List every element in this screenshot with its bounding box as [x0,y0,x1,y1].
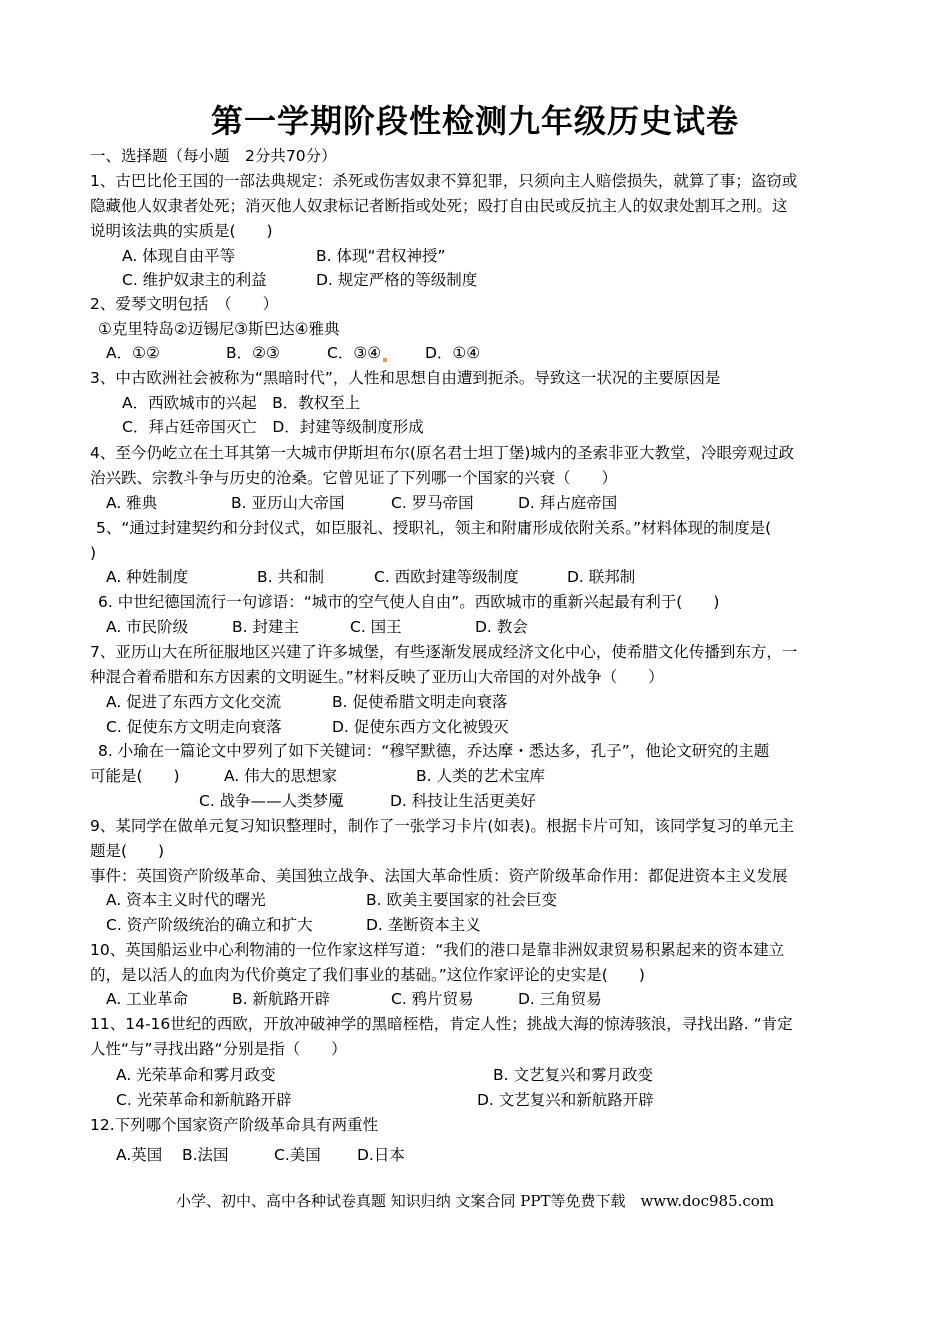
question-5-option-a: A. 种姓制度 [106,568,189,586]
question-9-line-1: 9、某同学在做单元复习知识整理时，制作了一张学习卡片(如表)。根据卡片可知，该同学复习的单元主 [90,817,794,835]
question-7-option-c: C. 促使东方文明走向衰落 [106,718,282,736]
question-9-option-a: A. 资本主义时代的曙光 [106,891,266,909]
question-9-option-b: B. 欧美主要国家的社会巨变 [366,891,557,909]
question-6-option-b: B. 封建主 [232,618,299,636]
question-6-option-d: D. 教会 [475,618,528,636]
question-1-line-3: 说明该法典的实质是( ) [90,222,273,240]
section-heading: 一、选择题（每小题 2分共70分） [90,147,337,165]
question-1-option-c: C. 维护奴隶主的利益 [122,271,267,289]
question-7-option-b: B. 促使希腊文明走向衰落 [332,693,508,711]
question-8-line-1: 8. 小瑜在一篇论文中罗列了如下关键词：“穆罕默德，乔达摩・悉达多，孔子”，他论文研究的主题 [98,742,770,760]
question-12-line-1: 12.下列哪个国家资产阶级革命具有两重性 [90,1116,379,1134]
question-9-line-2: 题是( ) [90,842,165,860]
footer-text: 小学、初中、高中各种试卷真题 知识归纳 文案合同 PPT等免费下载 www.doc985.com [175,1192,775,1210]
question-4-option-b: B. 亚历山大帝国 [231,494,345,512]
question-5-option-d: D. 联邦制 [567,568,636,586]
question-6-option-a: A. 市民阶级 [106,618,189,636]
question-10-option-b: B. 新航路开辟 [232,990,330,1008]
question-11-line-2: 人性“与”寻找出路“分别是指（ ） [90,1040,347,1058]
question-2-option-d: D．①④ [425,344,481,362]
question-12-option-b: B.法国 [182,1146,229,1164]
question-12-option-d: D.日本 [357,1146,405,1164]
question-5-line-2: ) [90,544,97,562]
question-7-option-a: A. 促进了东西方文化交流 [106,693,282,711]
question-10-option-a: A. 工业革命 [106,990,189,1008]
question-4-line-1: 4、至今仍屹立在土耳其第一大城市伊斯坦布尔(原名君士坦丁堡)城内的圣索非亚大教堂，冷眼旁观过政 [90,444,794,462]
question-1-option-b: B. 体现“君权神授” [316,247,446,265]
question-10-option-d: D. 三角贸易 [518,990,602,1008]
question-6-option-c: C. 国王 [350,618,402,636]
question-7-line-2: 种混合着希腊和东方因素的文明诞生。”材料反映了亚历山大帝国的对外战争（ ） [90,668,664,686]
question-10-line-2: 的，是以活人的血肉为代价奠定了我们事业的基础。”这位作家评论的史实是( ) [90,966,645,984]
question-11-option-c: C. 光荣革命和新航路开辟 [116,1091,292,1109]
question-2-option-c [327,342,393,364]
question-1-line-1: 1、古巴比伦王国的一部法典规定：杀死或伤害奴隶不算犯罪，只须向主人赔偿损失，就算了事；盗窃或 [90,172,798,190]
question-10-line-1: 10、英国船运业中心利物浦的一位作家这样写道：“我们的港口是靠非洲奴隶贸易积累起来的资本建立 [90,941,785,959]
question-12-option-c: C.美国 [274,1146,321,1164]
question-4-line-2: 治兴跌、宗教斗争与历史的沧桑。它曾见证了下列哪一个国家的兴衰（ ） [90,469,618,487]
question-11-option-b: B. 文艺复兴和雾月政变 [493,1066,653,1084]
question-1-option-d: D. 规定严格的等级制度 [316,271,478,289]
question-10-option-c: C. 鸦片贸易 [391,990,474,1008]
question-6-line-1: 6. 中世纪德国流行一句谚语：“城市的空气使人自由”。西欧城市的重新兴起最有利于( ) [98,593,720,611]
question-1-line-2: 隐藏他人奴隶者处死；消灭他人奴隶标记者断指或处死；殴打自由民或反抗主人的奴隶处割耳之刑。这 [90,197,788,215]
question-9-option-c: C. 资产阶级统治的确立和扩大 [106,916,313,934]
question-2-option-a: A．①② [106,344,160,362]
question-11-option-a: A. 光荣革命和雾月政变 [116,1066,276,1084]
question-4-option-d: D. 拜占庭帝国 [518,494,618,512]
question-5-line-1: 5、“通过封建契约和分封仪式，如臣服礼、授职礼，领主和附庸形成依附关系。”材料体现的制度是( [96,519,772,537]
question-3-options-ab: A．西欧城市的兴起 B．教权至上 [122,394,361,412]
question-8-line-2: 可能是( ) [90,767,180,785]
question-5-option-b: B. 共和制 [257,568,324,586]
question-9-card-text: 事件：英国资产阶级革命、美国独立战争、法国大革命性质：资产阶级革命作用：都促进资本主义发展 [90,867,788,885]
question-9-option-d: D. 垄断资本主义 [366,916,481,934]
question-3-line-1: 3、中古欧洲社会被称为“黑暗时代”，人性和思想自由遭到扼杀。导致这一状况的主要原因是 [90,369,721,387]
page-title: 第一学期阶段性检测九年级历史试卷 [210,102,739,140]
question-8-option-d: D. 科技让生活更美好 [390,792,536,810]
question-5-option-c: C. 西欧封建等级制度 [374,568,519,586]
question-2-line-1: 2、爱琴文明包括 （ ） [90,295,279,313]
question-12-option-a: A.英国 [116,1146,163,1164]
question-11-line-1: 11、14-16世纪的西欧，开放冲破神学的黑暗桎梏，肯定人性；挑战大海的惊涛骇浪，寻找出路. “肯定 [90,1015,793,1033]
question-4-option-c: C. 罗马帝国 [391,494,474,512]
question-2-line-2: ①克里特岛②迈锡尼③斯巴达④雅典 [98,320,340,338]
question-7-line-1: 7、亚历山大在所征服地区兴建了许多城堡，有些逐渐发展成经济文化中心，使希腊文化传播到东方，一 [90,643,798,661]
question-7-option-d: D. 促使东西方文化被毁灭 [332,718,509,736]
question-2-option-b: B．②③ [226,344,280,362]
question-8-option-b: B. 人类的艺术宝库 [416,767,545,785]
question-11-option-d: D. 文艺复兴和新航路开辟 [477,1091,654,1109]
question-3-options-cd: C．拜占廷帝国灭亡 D．封建等级制度形成 [122,418,424,436]
question-1-option-a: A. 体现自由平等 [122,247,236,265]
question-2-option-c-text: C．③④ [327,344,382,362]
highlight-mark [383,358,387,362]
question-8-option-c: C. 战争——人类梦魇 [199,792,344,810]
question-4-option-a: A. 雅典 [106,494,158,512]
question-8-option-a: A. 伟大的思想家 [224,767,338,785]
